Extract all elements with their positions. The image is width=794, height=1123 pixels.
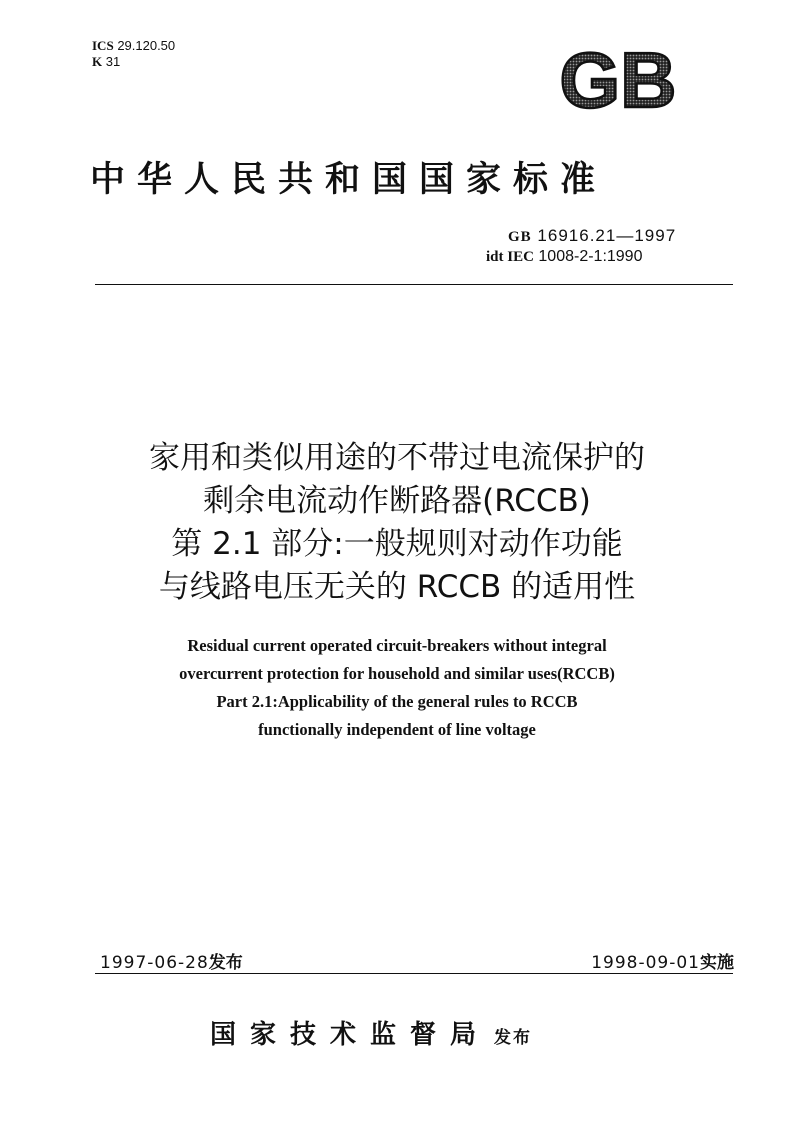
issuer-suffix: 发布	[494, 1028, 533, 1048]
issue-label: 发布	[208, 953, 243, 973]
cn-title-line: 家用和类似用途的不带过电流保护的	[149, 440, 645, 476]
impl-date-value: 1998-09-01	[591, 953, 700, 973]
national-standard-heading: 中华人民共和国国家标准	[90, 159, 608, 200]
header-rule	[95, 284, 733, 285]
issuing-authority	[210, 1014, 532, 1051]
en-title-line: Residual current operated circuit-breakers without integral	[187, 636, 607, 655]
gb-prefix: GB	[508, 229, 532, 245]
ics-line	[92, 38, 175, 54]
idt-prefix: idt IEC	[486, 249, 534, 265]
k-value: 31	[105, 54, 121, 69]
issue-date-value: 1997-06-28	[100, 953, 209, 973]
classification-codes	[92, 38, 175, 70]
en-title-line: Part 2.1:Applicability of the general rules to RCCB	[216, 692, 578, 711]
issuer-name: 国家技术监督局	[210, 1020, 491, 1050]
cn-title-line: 剩余电流动作断路器(RCCB)	[203, 483, 591, 519]
chinese-title	[0, 437, 794, 609]
implementation-date	[591, 948, 734, 973]
footer-rule	[95, 973, 733, 974]
gb-code-line	[486, 226, 676, 247]
en-title-line: functionally independent of line voltage	[258, 720, 536, 739]
gb-logo	[548, 45, 688, 115]
gb-logo-text: GB	[559, 45, 677, 115]
ics-label: ICS	[92, 38, 114, 53]
english-title	[0, 632, 794, 744]
k-line	[92, 54, 175, 70]
cn-title-line: 第 2.1 部分:一般规则对动作功能	[171, 526, 623, 562]
cn-title-line: 与线路电压无关的 RCCB 的适用性	[158, 569, 636, 605]
impl-label: 实施	[700, 953, 734, 973]
en-title-line: overcurrent protection for household and similar uses(RCCB)	[179, 664, 615, 683]
standard-code	[486, 226, 676, 267]
gb-number: 16916.21—1997	[537, 226, 677, 245]
idt-code-line	[486, 247, 676, 267]
issue-date	[100, 948, 243, 973]
ics-value: 29.120.50	[117, 38, 176, 53]
k-label: K	[92, 54, 103, 69]
idt-number: 1008-2-1:1990	[538, 248, 643, 265]
